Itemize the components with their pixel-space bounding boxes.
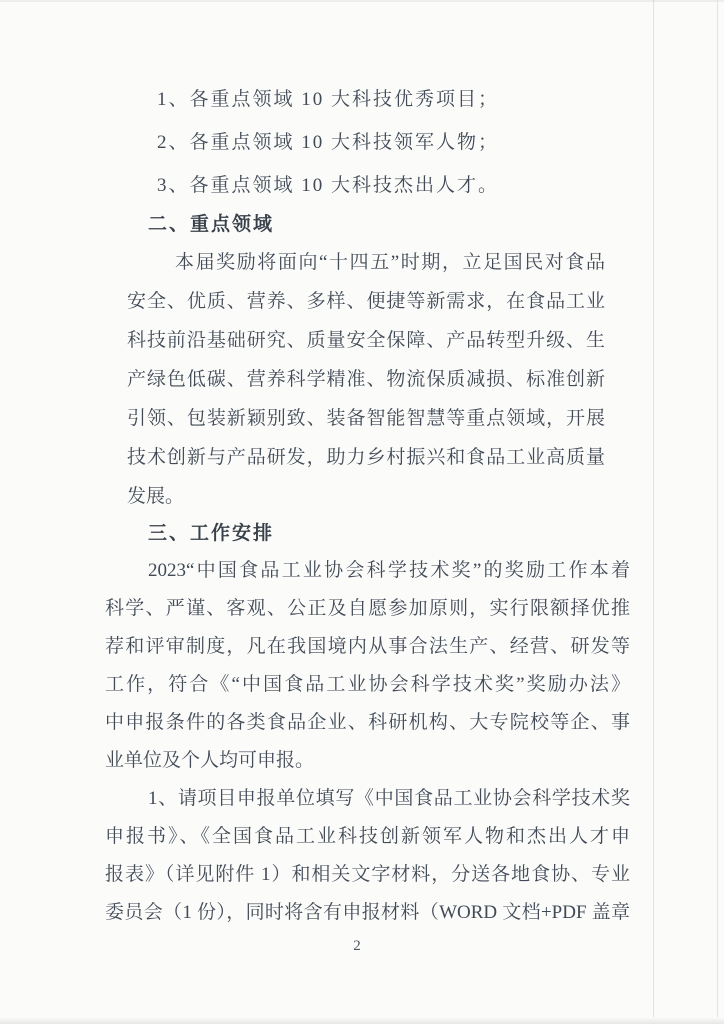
scan-bottom-edge — [0, 1017, 724, 1024]
list-item-3: 3、各重点领域 10 大科技杰出人才。 — [157, 175, 500, 196]
list-item-1: 1、各重点领域 10 大科技优秀项目； — [157, 89, 500, 110]
paragraph-application-line-3: 报表》（详见附件 1）和相关文字材料，分送各地食协、专业 — [105, 864, 630, 885]
paragraph-application-line-4: 委员会（1 份），同时将含有申报材料（WORD 文档+PDF 盖章 — [105, 902, 630, 923]
paragraph-key-areas-line-3: 科技前沿基础研究、质量安全保障、产品转型升级、生 — [127, 330, 605, 351]
paragraph-key-areas-line-5: 引领、包装新颖别致、装备智能智慧等重点领域，开展 — [127, 408, 605, 429]
paragraph-key-areas-line-7: 发展。 — [127, 486, 185, 507]
document-body — [105, 78, 630, 932]
paragraph-key-areas-line-1: 本届奖励将面向“十四五”时期，立足国民对食品 — [175, 252, 605, 273]
paragraph-work-plan-line-4: 工作，符合《“中国食品工业协会科学技术奖”奖励办法》 — [105, 674, 630, 695]
paragraph-work-plan-line-6: 业单位及个人均可申报。 — [105, 750, 315, 771]
paragraph-application-line-2: 申报书》、《全国食品工业科技创新领军人物和杰出人才申 — [105, 826, 630, 847]
paragraph-work-plan-line-2: 科学、严谨、客观、公正及自愿参加原则，实行限额择优推 — [105, 598, 630, 619]
paragraph-work-plan-line-5: 中申报条件的各类食品企业、科研机构、大专院校等企、事 — [105, 712, 630, 733]
paragraph-work-plan-line-1: 2023“中国食品工业协会科学技术奖”的奖励工作本着 — [148, 560, 630, 581]
section-heading-work-plan: 三、工作安排 — [148, 523, 275, 544]
scan-right-edge — [717, 0, 718, 1024]
section-heading-key-areas: 二、重点领域 — [148, 214, 275, 235]
paragraph-application-line-1: 1、请项目申报单位填写《中国食品工业协会科学技术奖 — [148, 788, 630, 809]
paragraph-work-plan-line-3: 荐和评审制度，凡在我国境内从事合法生产、经营、研发等 — [105, 636, 630, 657]
paragraph-key-areas-line-6: 技术创新与产品研发，助力乡村振兴和食品工业高质量 — [127, 447, 605, 468]
scan-top-edge — [0, 0, 724, 2]
scan-fold-line — [653, 0, 654, 1024]
paragraph-key-areas-line-2: 安全、优质、营养、多样、便捷等新需求，在食品工业 — [127, 291, 605, 312]
list-item-2: 2、各重点领域 10 大科技领军人物； — [157, 132, 500, 153]
paragraph-key-areas-line-4: 产绿色低碳、营养科学精准、物流保质减损、标准创新 — [127, 369, 605, 390]
page-number: 2 — [353, 938, 361, 954]
